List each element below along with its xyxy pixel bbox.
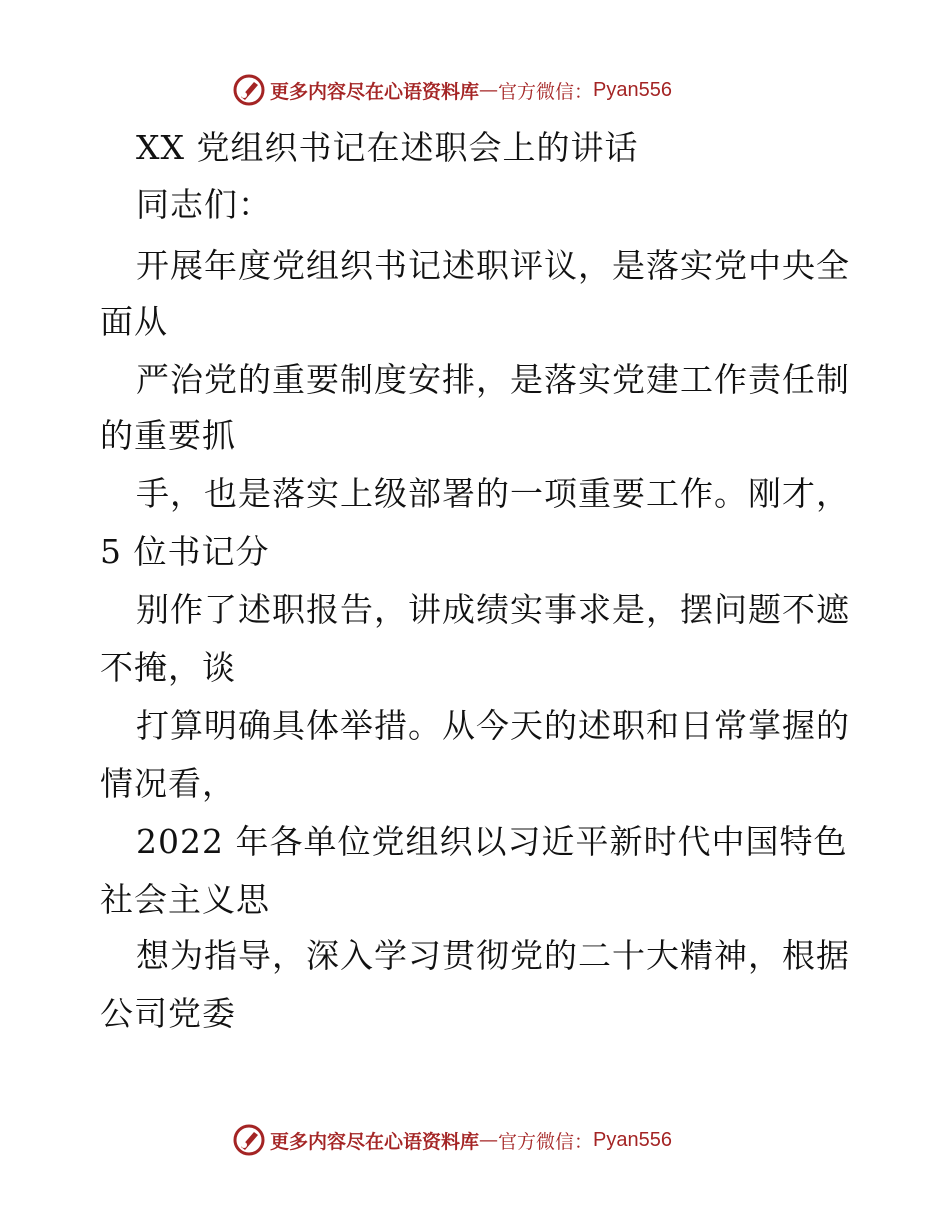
paragraph-line: 打算明确具体举措。从今天的述职和日常掌握的 (136, 706, 850, 745)
paragraph-line: 公司党委 (100, 994, 236, 1033)
paragraph-line: 手，也是落实上级部署的一项重要工作。刚才， (136, 474, 850, 513)
paragraph-line: 面从 (100, 302, 168, 341)
paragraph-line: 情况看， (100, 764, 236, 803)
paragraph-line: 开展年度党组织书记述职评议，是落实党中央全 (136, 246, 850, 285)
footer-watermark (232, 1120, 672, 1160)
paragraph-line: 5 位书记分 (100, 532, 270, 571)
paragraph-line: 想为指导，深入学习贯彻党的二十大精神，根据 (136, 936, 850, 975)
watermark-wechat-label: 官方微信： (498, 1130, 594, 1153)
watermark-text: 更多内容尽在心语资料库 (270, 80, 480, 103)
brand-logo-icon (232, 1123, 266, 1157)
salutation: 同志们： (136, 185, 272, 224)
paragraph-line: 别作了述职报告，讲成绩实事求是，摆问题不遮 (136, 590, 850, 629)
watermark-text: 更多内容尽在心语资料库 (270, 1130, 480, 1153)
watermark-wechat-id: Pyan556 (593, 78, 672, 101)
watermark-wechat-id: Pyan556 (593, 1128, 672, 1151)
paragraph-line: 2022 年各单位党组织以习近平新时代中国特色 (136, 822, 848, 861)
paragraph-line: 不掩，谈 (100, 648, 236, 687)
brand-logo-icon (232, 73, 266, 107)
document-title: XX 党组织书记在述职会上的讲话 (136, 128, 639, 167)
watermark-dash: — (479, 79, 499, 101)
watermark-dash: — (479, 1129, 499, 1151)
watermark-wechat-label: 官方微信： (498, 80, 594, 103)
header-watermark (232, 70, 672, 110)
paragraph-line: 严治党的重要制度安排，是落实党建工作责任制 (136, 360, 850, 399)
paragraph-line: 的重要抓 (100, 416, 236, 455)
paragraph-line: 社会主义思 (100, 880, 270, 919)
